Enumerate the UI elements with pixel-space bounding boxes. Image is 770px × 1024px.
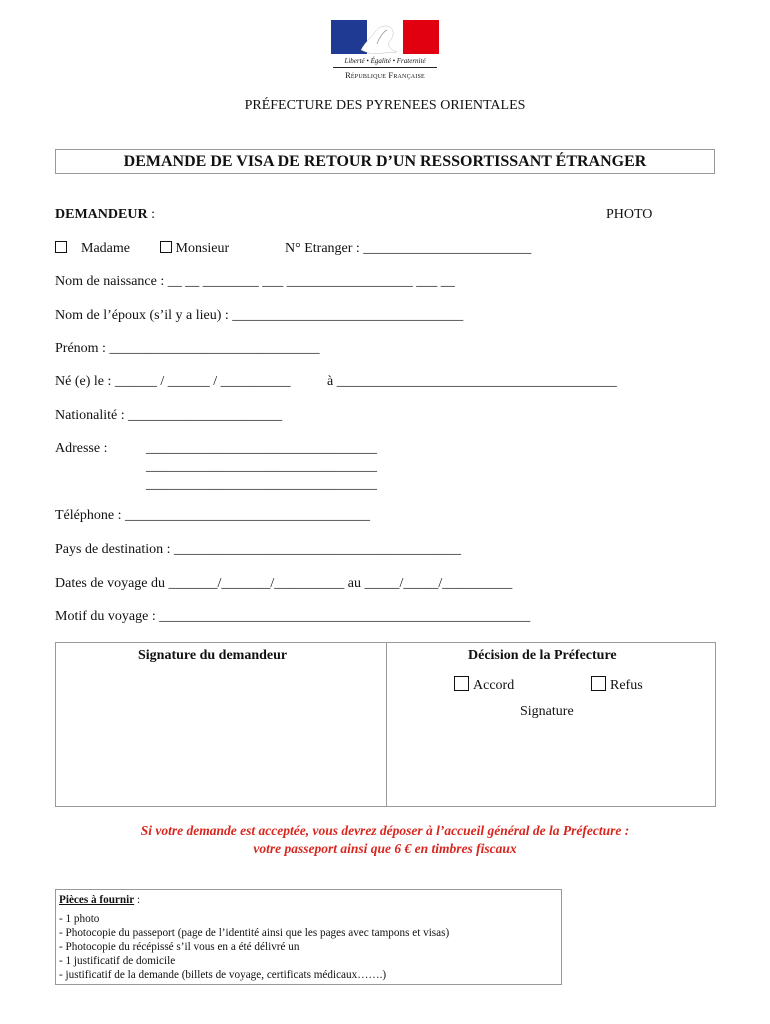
- adresse-line-3[interactable]: _________________________________: [146, 477, 377, 492]
- list-item: - 1 justificatif de domicile: [59, 955, 176, 967]
- photo-label: PHOTO: [606, 207, 653, 222]
- list-item: - justificatif de la demande (billets de voyage, certificats médicaux…….): [59, 969, 387, 981]
- signature-label: Signature: [520, 704, 574, 719]
- civilite-monsieur[interactable]: [160, 241, 229, 257]
- prefecture-heading: PRÉFECTURE DES PYRENEES ORIENTALES: [244, 98, 526, 113]
- list-item: - Photocopie du récépissé s’il vous en a été délivré un: [59, 941, 300, 953]
- refus-label: Refus: [610, 678, 643, 693]
- date-naissance-field[interactable]: Né (e) le : ______ / ______ / __________: [55, 374, 291, 389]
- prenom-field[interactable]: Prénom : ______________________________: [55, 341, 320, 356]
- marianne-logo: [331, 20, 441, 82]
- civilite-madame[interactable]: [55, 241, 130, 257]
- adresse-label: Adresse :: [55, 441, 108, 456]
- nom-epoux-field[interactable]: Nom de l’époux (s’il y a lieu) : _________________________________: [55, 308, 464, 323]
- adresse-line-1[interactable]: _________________________________: [146, 441, 377, 456]
- accord-checkbox[interactable]: [454, 676, 469, 691]
- demandeur-label-text: DEMANDEUR: [55, 207, 148, 222]
- demandeur-label: [55, 207, 155, 223]
- lieu-naissance-field[interactable]: à ________________________________________: [327, 374, 617, 389]
- adresse-line-2[interactable]: _________________________________: [146, 459, 377, 474]
- refus-checkbox[interactable]: [591, 676, 606, 691]
- signature-table: [55, 642, 716, 807]
- refus-option[interactable]: [591, 676, 643, 694]
- pays-destination-field[interactable]: Pays de destination : _________________________________________: [55, 542, 461, 557]
- logo-divider: [333, 67, 437, 68]
- nationalite-field[interactable]: Nationalité : ______________________: [55, 408, 283, 423]
- demandeur-label-suffix: :: [147, 207, 155, 222]
- logo-republic: République Française: [345, 70, 425, 80]
- decision-header: Décision de la Préfecture: [468, 648, 617, 663]
- list-item: - Photocopie du passeport (page de l’identité ainsi que les pages avec tampons et visas): [59, 927, 450, 939]
- signature-demandeur-header: Signature du demandeur: [138, 648, 288, 663]
- monsieur-checkbox[interactable]: [160, 241, 172, 253]
- pieces-box: [55, 889, 562, 985]
- marianne-flag-icon: [331, 20, 439, 54]
- motif-voyage-field[interactable]: Motif du voyage : _____________________________________________________: [55, 609, 531, 624]
- etranger-field[interactable]: N° Etranger : ________________________: [285, 241, 532, 256]
- monsieur-label: Monsieur: [175, 241, 230, 256]
- form-title-box: [55, 149, 715, 174]
- accord-label: Accord: [473, 678, 515, 693]
- notice-line-2: votre passeport ainsi que 6 € en timbres fiscaux: [253, 841, 517, 856]
- signature-table-divider: [386, 643, 387, 806]
- logo-motto: Liberté • Égalité • Fraternité: [344, 57, 426, 65]
- madame-label: Madame: [81, 241, 130, 256]
- pieces-title: Pièces à fournir: [59, 894, 135, 906]
- list-item: - 1 photo: [59, 913, 100, 925]
- form-title: DEMANDE DE VISA DE RETOUR D’UN RESSORTISSANT ÉTRANGER: [123, 153, 647, 170]
- dates-voyage-field[interactable]: Dates de voyage du _______/_______/__________ au _____/_____/__________: [55, 576, 513, 591]
- madame-checkbox[interactable]: [55, 241, 67, 253]
- pieces-heading: [59, 893, 140, 907]
- pieces-title-suffix: :: [134, 894, 141, 906]
- notice-line-1: Si votre demande est acceptée, vous devrez déposer à l’accueil général de la Préfecture :: [140, 823, 630, 838]
- telephone-field[interactable]: Téléphone : ___________________________________: [55, 508, 370, 523]
- accord-option[interactable]: [454, 676, 514, 694]
- nom-naissance-field[interactable]: Nom de naissance : __ __ ________ ___ __________________ ___ __: [55, 274, 455, 289]
- pieces-list: [59, 912, 449, 982]
